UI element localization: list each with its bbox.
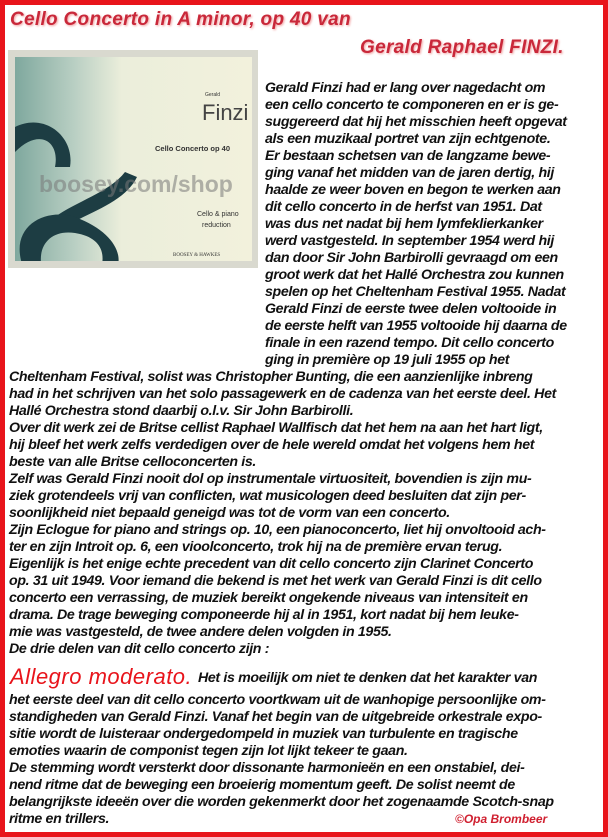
text-line: als een muzikaal portret van zijn echtgenote. xyxy=(265,131,551,147)
text-line: dit cello concerto in de herfst van 1951. Dat xyxy=(265,199,542,215)
text-line: Eigenlijk is het enige echte precedent van dit cello concerto zijn Clarinet Concerto xyxy=(9,556,534,572)
text-line: finale in een razend tempo. Dit cello concerto xyxy=(265,335,554,351)
cover-watermark: boosey.com/shop xyxy=(39,171,233,197)
album-cover-image xyxy=(8,50,258,268)
text-line: het eerste deel van dit cello concerto voortkwam uit de wanhopige persoonlijke om- xyxy=(9,692,546,708)
cover-edition-2: reduction xyxy=(202,222,231,229)
cover-composer-small: Gerald xyxy=(205,92,221,98)
text-line: op. 31 uit 1949. Voor iemand die bekend is met het werk van Gerald Finzi is dit cello xyxy=(9,573,542,589)
text-line: sitie wordt de luisteraar ondergedompeld in muziek van turbulente en tragische xyxy=(9,726,518,742)
text-line: suggereerd dat hij het misschien heeft opgevat xyxy=(265,114,567,130)
text-line: Zijn Eclogue for piano and strings op. 10, een pianoconcerto, liet hij onvoltooid ach- xyxy=(9,522,546,538)
text-line: groot werk dat het Hallé Orchestra zou kunnen xyxy=(265,267,564,283)
title-line-2: Gerald Raphael FINZI. xyxy=(360,37,564,58)
cover-edition-1: Cello & piano xyxy=(197,211,239,218)
ampersand-graphic xyxy=(15,57,252,261)
text-line: nend ritme dat de beweging een broeierig momentum geeft. De solist neemt de xyxy=(9,777,515,793)
text-line: Hallé Orchestra stond daarbij o.l.v. Sir John Barbirolli. xyxy=(9,403,354,419)
cover-publisher: BOOSEY & HAWKES xyxy=(173,253,221,258)
text-line: concerto een verrassing, de muziek bereikt ongekende niveaus van intensiteit en xyxy=(9,590,528,606)
text-line: was dus net nadat bij hem lymfeklierkanker xyxy=(265,216,543,232)
text-line: Over dit werk zei de Britse cellist Raphael Wallfisch dat het hem na aan het hart ligt, xyxy=(9,420,543,436)
text-line: een cello concerto te componeren en er is ge- xyxy=(265,97,559,113)
copyright: ©Opa Brombeer xyxy=(455,812,548,826)
text-line: emoties waarin de componist tegen zijn lot lijkt tekeer te gaan. xyxy=(9,743,408,759)
text-line: Er bestaan schetsen van de langzame bewe- xyxy=(265,148,551,164)
movement-heading: Allegro moderato. xyxy=(10,664,193,689)
text-line: hij bleef het werk zelfs verdedigen over de hele wereld omdat het volgens hem het xyxy=(9,437,535,453)
movement-first-line: Het is moeilijk om niet te denken dat het karakter van xyxy=(198,670,538,686)
text-line: werd vastgesteld. In september 1954 werd hij xyxy=(265,233,554,249)
text-line: standigheden van Gerald Finzi. Vanaf het begin van de uitgebreide orkestrale expo- xyxy=(9,709,542,725)
text-line: beste van alle Britse celloconcerten is. xyxy=(9,454,257,470)
text-line: De drie delen van dit cello concerto zijn : xyxy=(9,641,270,657)
cover-work: Cello Concerto op 40 xyxy=(155,144,231,153)
text-line: soonlijkheid niet bepaald geneigd was tot de vorm van een concerto. xyxy=(9,505,450,521)
text-line: de eerste helft van 1955 voltooide hij daarna de xyxy=(265,318,567,334)
text-line: ging vanaf het midden van de jaren dertig, hij xyxy=(265,165,554,181)
text-line: haalde ze weer boven en begon te werken aan xyxy=(265,182,561,198)
text-line: ter en zijn Introit op. 6, een vioolconcerto, trok hij na de première ervan terug. xyxy=(9,539,503,555)
text-line: Cheltenham Festival, solist was Christopher Bunting, die een aanzienlijke inbreng xyxy=(9,369,533,385)
text-line: drama. De trage beweging componeerde hij al in 1951, kort nadat bij hem leuke- xyxy=(9,607,519,623)
text-line: Gerald Finzi de eerste twee delen voltooide in xyxy=(265,301,557,317)
text-line: belangrijkste ideeën over die worden gekenmerkt door het zogenaamde Scotch-snap xyxy=(9,794,554,810)
text-line: Gerald Finzi had er lang over nagedacht om xyxy=(265,80,546,96)
text-line: De stemming wordt versterkt door dissonante harmonieën en een onstabiel, dei- xyxy=(9,760,525,776)
text-line: ziek grotendeels vrij van conflicten, wat musicologen deed besluiten dat zijn per- xyxy=(9,488,526,504)
text-line: spelen op het Cheltenham Festival 1955. Nadat xyxy=(265,284,566,300)
text-line: ritme en trillers. xyxy=(9,811,110,827)
text-line: ging in première op 19 juli 1955 op het xyxy=(265,352,510,368)
title-line-1: Cello Concerto in A minor, op 40 van xyxy=(10,9,351,30)
text-line: had in het schrijven van het solo passagewerk en de cadenza van het eerste deel. Het xyxy=(9,386,556,402)
cover-composer: Finzi xyxy=(202,100,249,125)
text-line: mie was vastgesteld, de twee andere delen volgden in 1955. xyxy=(9,624,392,640)
text-line: Zelf was Gerald Finzi nooit dol op instrumentale virtuositeit, bovendien is zijn mu- xyxy=(9,471,532,487)
text-line: dan door Sir John Barbirolli gevraagd om een xyxy=(265,250,558,266)
